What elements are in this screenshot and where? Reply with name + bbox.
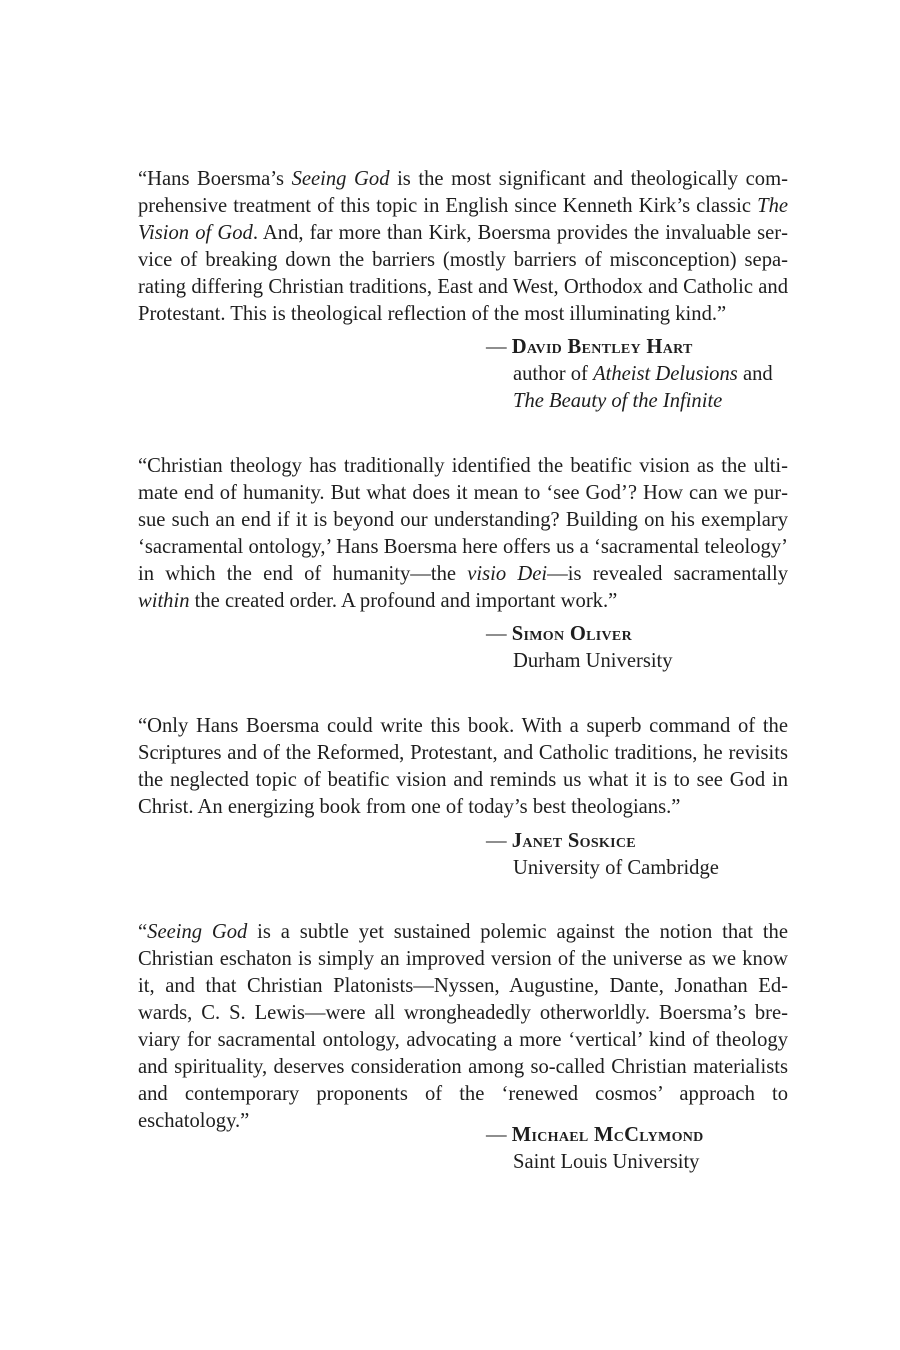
endorsement-quote-soskice: “Only Hans Boersma could write this book. With a superb command of the Scriptures and of the Reformed, Protestant, and Catholic traditions, he revisits the neglected topic of beatific vision and reminds us what it is to see God in Christ. An energizing book from one of today’s best theologians.” (138, 715, 788, 818)
endorsement-quote-oliver: “Christian theology has traditionally identified the beatific vision as the ultimate end of humanity. But what does it mean to ‘see God’? How can we pursue such an end if it is beyond our understanding? Building on his exemplary ‘sacramental ontology,’ Hans Boersma here offers us a ‘sacramental teleology’ in which the end of humanity—the visio Dei—is revealed sacramentally within the created order. A profound and important work.” (138, 455, 789, 612)
endorsement-attribution-hart: — David Bentley Hart author of Atheist Delusions and The Beauty of the Infinite (486, 334, 816, 415)
endorser-name: Michael McClymond (511, 1124, 704, 1146)
endorsement-quote-mcclymond: “Seeing God is a subtle yet sustained polemic against the notion that the Christian eschaton is simply an improved version of the universe as we know it, and that Christian Platonists—Nyssen, Augustine, Dante, Jonathan Edwards, C. S. Lewis—were all wrongheadedly otherworldly. Boersma’s breviary for sacramental ontology, advocating a more ‘vertical’ kind of theology and spirituality, deserves consideration among so-called Christian materialists and contemporary proponents of the ‘renewed cosmos’ approach to eschatology.” (138, 921, 788, 1132)
endorser-name: David Bentley Hart (511, 336, 693, 358)
endorsement-attribution-mcclymond: — Michael McClymond Saint Louis University (486, 1122, 816, 1176)
endorsement-attribution-soskice: — Janet Soskice University of Cambridge (486, 828, 816, 882)
endorser-detail: author of Atheist Delusions and (513, 363, 773, 385)
endorsement-attribution-oliver: — Simon Oliver Durham University (486, 621, 816, 675)
endorser-name: Janet Soskice (511, 830, 636, 852)
endorser-detail: The Beauty of the Infinite (513, 390, 723, 412)
endorser-detail: Durham University (513, 650, 673, 672)
endorser-detail: Saint Louis University (513, 1151, 700, 1173)
endorser-name: Simon Oliver (511, 623, 632, 645)
endorser-detail: University of Cambridge (513, 857, 719, 879)
endorsement-quote-hart: “Hans Boersma’s Seeing God is the most significant and theologically comprehensive treatment of this topic in English since Kenneth Kirk’s classic The Vision of God. And, far more than Kirk, Boersma provides the invaluable service of breaking down the barriers (mostly barriers of misconception) separating differing Christian traditions, East and West, Orthodox and Catholic and Protestant. This is theological reflection of the most illuminating kind.” (138, 168, 788, 325)
